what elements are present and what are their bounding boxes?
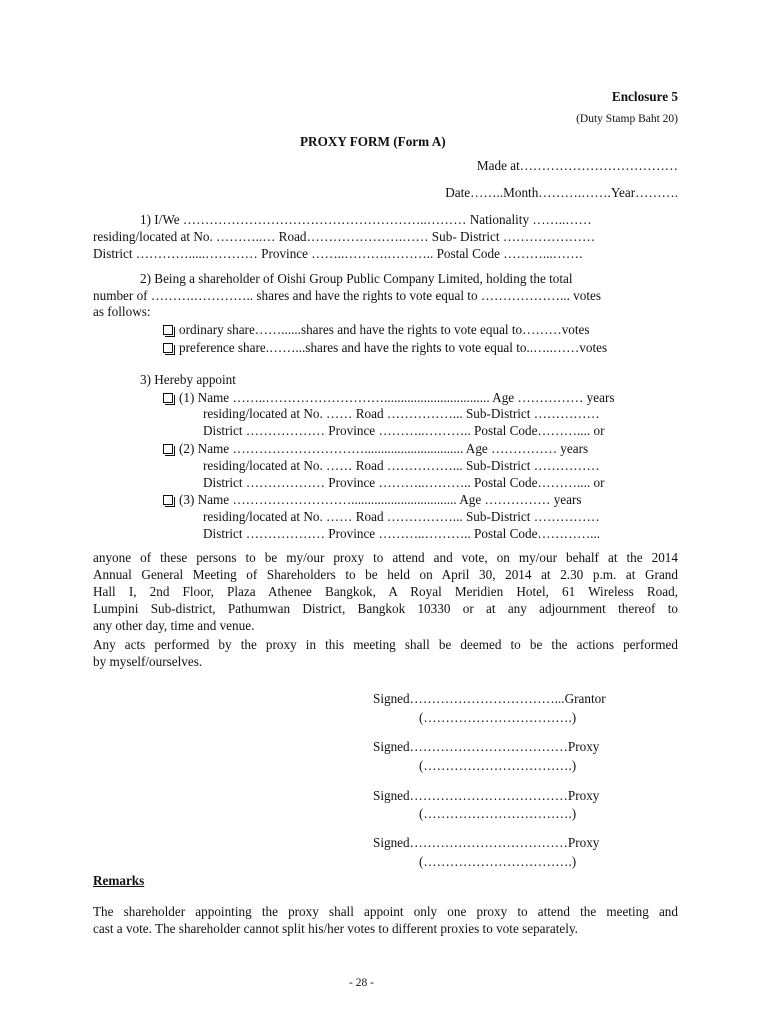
proxy-2-signature-name: (…………………………….) [419,806,577,821]
proxy-3-name-row [163,491,582,508]
proxy-1-checkbox[interactable] [163,393,173,403]
proxy-1-name-row [163,389,615,406]
proxy-3-signature-name: (…………………………….) [419,854,577,869]
proxy-1-signature-line: Signed………………………………Proxy [373,739,600,754]
made-at-field: Made at……………………………… [476,158,678,173]
proxy-2-name-row [163,440,588,457]
body-p1-line3: Hall I, 2nd Floor, Plaza Athenee Bangkok, A Royal Meridien Hotel, 61 Wireless Road, [93,584,678,599]
ordinary-share-option [163,321,590,338]
ordinary-share-checkbox[interactable] [163,325,173,335]
proxy-1-name: (1) Name ……..………………………................................ Age …………… years [179,390,615,405]
section2-line1: 2) Being a shareholder of Oishi Group Public Company Limited, holding the total [140,271,573,286]
preference-share-option [163,339,607,356]
body-p1-line2: Annual General Meeting of Shareholders to be held on April 30, 2014 at 2.30 p.m. at Grand [93,567,678,582]
proxy-2-signature-line: Signed………………………………Proxy [373,788,600,803]
proxy-1-address: residing/located at No. …… Road ……………... Sub-District …………… [203,406,600,421]
enclosure-label: Enclosure 5 [611,89,678,104]
page-number: - 28 - [349,977,374,989]
section1-line3: District ………….....………… Province ……..……….……….. Postal Code ………...……. [93,246,583,261]
proxy-2-address: residing/located at No. …… Road ……………... Sub-District …………… [203,458,600,473]
proxy-2-checkbox[interactable] [163,444,173,454]
proxy-1-signature-name: (…………………………….) [419,758,577,773]
section1-line1: 1) I/We ………………………………………………..……… Nationality ……..…… [140,212,592,227]
section2-line2: number of ……….………….. shares and have the rights to vote equal to ………………... votes [93,288,602,303]
proxy-3-district: District ……………… Province ………..……….. Postal Code…………... [203,526,601,541]
section2-line3: as follows: [93,304,151,319]
grantor-name-line: (…………………………….) [419,710,577,725]
body-p1-line4: Lumpini Sub-district, Pathumwan District, Bangkok 10330 or at any adjournment thereof to [93,601,678,616]
remarks-line2: cast a vote. The shareholder cannot split his/her votes to different proxies to vote separately. [93,921,578,936]
proxy-2-district: District ……………… Province ………..……….. Postal Code……….... or [203,475,605,490]
grantor-signature-line: Signed……………………………...Grantor [373,691,606,706]
section3-heading: 3) Hereby appoint [140,372,236,387]
body-p1-line5: any other day, time and venue. [93,618,255,633]
proxy-3-address: residing/located at No. …… Road ……………... Sub-District …………… [203,509,600,524]
preference-share-label: preference share.……...shares and have the rights to vote equal to..…..……votes [179,340,608,355]
proxy-1-district: District ……………… Province ………..……….. Postal Code……….... or [203,423,605,438]
body-p2-line2: by myself/ourselves. [93,654,203,669]
remarks-line1: The shareholder appointing the proxy shall appoint only one proxy to attend the meeting and [93,904,678,919]
remarks-heading: Remarks [93,873,145,888]
section1-line2: residing/located at No. ………..… Road………………….…… Sub- District ………………… [93,229,596,244]
ordinary-share-label: ordinary share……......shares and have the rights to vote equal to………votes [179,322,590,337]
duty-stamp-note: (Duty Stamp Baht 20) [576,113,678,125]
proxy-3-checkbox[interactable] [163,495,173,505]
proxy-2-name: (2) Name ………………………….............................. Age …………… years [179,441,589,456]
proxy-3-name: (3) Name ………………………................................ Age …………… years [179,492,582,507]
form-title: PROXY FORM (Form A) [300,134,446,149]
preference-share-checkbox[interactable] [163,343,173,353]
body-p1-line1: anyone of these persons to be my/our proxy to attend and vote, on my/our behalf at the 2014 [93,550,678,565]
date-field: Date……..Month……….…….Year………. [445,185,678,200]
proxy-3-signature-line: Signed………………………………Proxy [373,835,600,850]
body-p2-line1: Any acts performed by the proxy in this meeting shall be deemed to be the actions performed [93,637,678,652]
